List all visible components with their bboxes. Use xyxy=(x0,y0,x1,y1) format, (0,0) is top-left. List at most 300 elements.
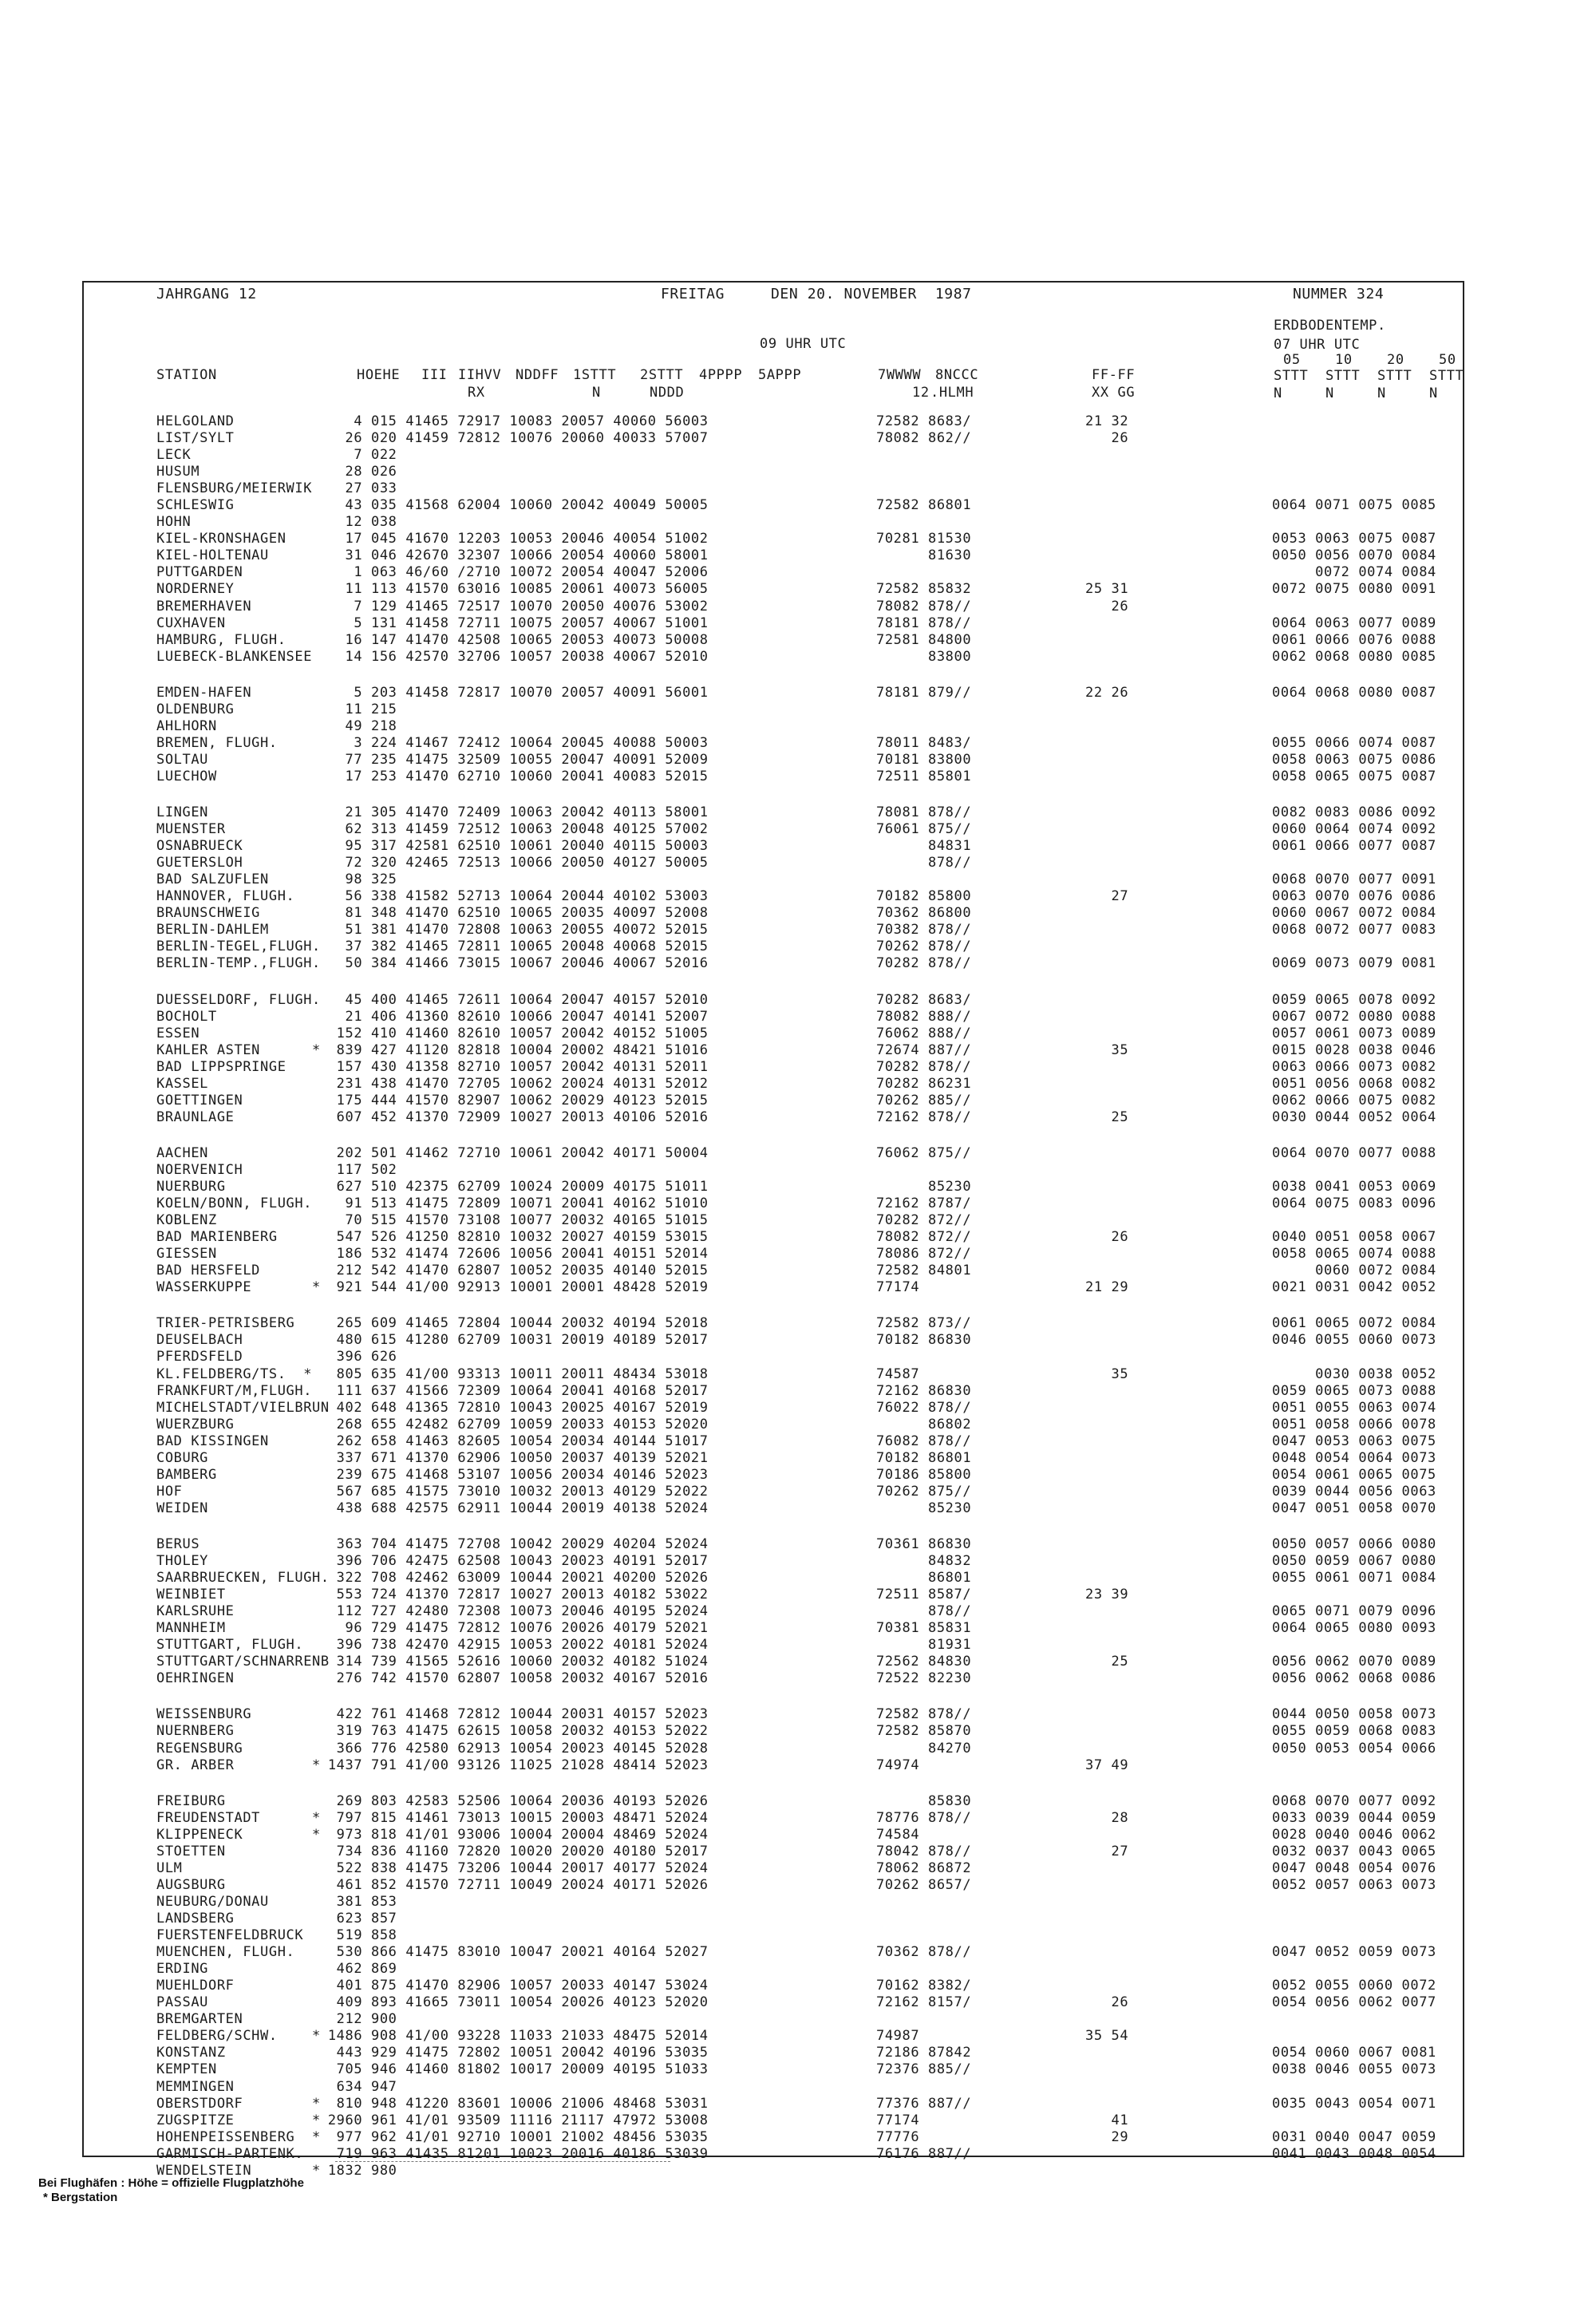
station-name: KOBLENZ xyxy=(156,1212,217,1228)
station-obs: 70362 878// xyxy=(876,1944,972,1960)
station-data: 157 430 41358 82710 10057 20042 40131 52011 xyxy=(319,1059,709,1075)
station-obs: 70181 83800 xyxy=(876,752,972,768)
station-wind: 25 31 xyxy=(1085,581,1129,597)
station-soil: 0052 0055 0060 0072 xyxy=(1272,1978,1436,1994)
col-1sttt-sub: N xyxy=(592,385,601,401)
station-soil: 0072 0074 0084 xyxy=(1272,564,1436,580)
station-name: BAD SALZUFLEN xyxy=(156,871,269,887)
station-data: 16 147 41470 42508 10065 20053 40073 50008 xyxy=(319,632,709,648)
station-obs: 78081 878// xyxy=(876,804,972,820)
station-data: 70 515 41570 73108 10077 20032 40165 51015 xyxy=(319,1212,709,1228)
station-soil: 0069 0073 0079 0081 xyxy=(1272,955,1436,971)
col-7wwww: 7WWWW xyxy=(878,367,922,383)
station-soil: 0060 0072 0084 xyxy=(1272,1263,1436,1278)
station-obs: 85230 xyxy=(876,1500,972,1516)
station-data: 462 869 xyxy=(319,1961,397,1977)
station-data: 91 513 41475 72809 10071 20041 40162 51010 xyxy=(319,1195,709,1211)
station-name: WEINBIET xyxy=(156,1587,226,1603)
station-name: BRAUNSCHWEIG xyxy=(156,905,261,921)
station-obs: 70282 86231 xyxy=(876,1076,972,1092)
station-soil: 0047 0052 0059 0073 xyxy=(1272,1944,1436,1960)
station-obs: 77174 xyxy=(876,1279,920,1295)
station-soil: 0035 0043 0054 0071 xyxy=(1272,2096,1436,2112)
station-name: WEIDEN xyxy=(156,1500,209,1516)
station-data: 1 063 46/60 /2710 10072 20054 40047 52006 xyxy=(319,564,709,580)
station-data: 17 045 41670 12203 10053 20046 40054 51002 xyxy=(319,531,709,547)
station-soil: 0058 0065 0075 0087 xyxy=(1272,769,1436,784)
station-name: NUERBURG xyxy=(156,1179,226,1195)
station-name: HAMBURG, FLUGH. xyxy=(156,632,286,648)
station-data: 319 763 41475 62615 10058 20032 40153 52022 xyxy=(319,1723,709,1739)
station-name: STUTTGART, FLUGH. xyxy=(156,1637,304,1653)
station-name: BRAUNLAGE xyxy=(156,1109,235,1125)
station-name: KLIPPENECK * xyxy=(156,1827,321,1843)
station-data: 396 626 xyxy=(319,1349,397,1365)
station-soil: 0068 0072 0077 0083 xyxy=(1272,922,1436,938)
col-iii: III xyxy=(421,367,448,383)
station-name: AHLHORN xyxy=(156,718,217,734)
station-name: FREIBURG xyxy=(156,1793,226,1809)
station-data: 11 215 xyxy=(319,701,397,717)
station-soil: 0060 0067 0072 0084 xyxy=(1272,905,1436,921)
station-obs: 77776 xyxy=(876,2129,920,2145)
station-name: BERLIN-TEGEL,FLUGH. xyxy=(156,939,321,954)
station-obs: 878// xyxy=(876,855,972,871)
station-soil: 0065 0071 0079 0096 xyxy=(1272,1603,1436,1619)
station-soil: 0032 0037 0043 0065 xyxy=(1272,1844,1436,1859)
station-name: KARLSRUHE xyxy=(156,1603,235,1619)
station-soil: 0021 0031 0042 0052 xyxy=(1272,1279,1436,1295)
station-name: OLDENBURG xyxy=(156,701,235,717)
station-soil: 0033 0039 0044 0059 xyxy=(1272,1810,1436,1826)
station-soil: 0038 0046 0055 0073 xyxy=(1272,2061,1436,2077)
station-soil: 0047 0048 0054 0076 xyxy=(1272,1860,1436,1876)
station-data: 268 655 42482 62709 10059 20033 40153 52020 xyxy=(319,1417,709,1433)
station-name: LINGEN xyxy=(156,804,209,820)
station-name: BAMBERG xyxy=(156,1467,217,1483)
station-data: 480 615 41280 62709 10031 20019 40189 52017 xyxy=(319,1332,709,1348)
station-name: OSNABRUECK xyxy=(156,838,243,854)
station-wind: 25 xyxy=(1085,1654,1129,1670)
station-data: 443 929 41475 72802 10051 20042 40196 53035 xyxy=(319,2045,709,2061)
station-wind: 41 xyxy=(1085,2112,1129,2128)
station-obs: 72186 87842 xyxy=(876,2045,972,2061)
station-name: MICHELSTADT/VIELBRUN xyxy=(156,1400,330,1416)
station-obs: 78082 862// xyxy=(876,430,972,446)
station-obs: 70282 8683/ xyxy=(876,992,972,1008)
station-data: 366 776 42580 62913 10054 20023 40145 52028 xyxy=(319,1741,709,1757)
station-data: 112 727 42480 72308 10073 20046 40195 52024 xyxy=(319,1603,709,1619)
station-name: AUGSBURG xyxy=(156,1877,226,1893)
station-data: 3 224 41467 72412 10064 20045 40088 50003 xyxy=(319,735,709,751)
station-data: 56 338 41582 52713 10064 20044 40102 53003 xyxy=(319,888,709,904)
station-data: 72 320 42465 72513 10066 20050 40127 50005 xyxy=(319,855,709,871)
col-5appp: 5APPP xyxy=(758,367,802,383)
station-data: 607 452 41370 72909 10027 20013 40106 52016 xyxy=(319,1109,709,1125)
station-wind: 27 xyxy=(1085,1844,1129,1859)
station-obs: 85230 xyxy=(876,1179,972,1195)
station-obs: 77174 xyxy=(876,2112,920,2128)
station-soil: 0059 0065 0078 0092 xyxy=(1272,992,1436,1008)
station-soil: 0064 0070 0077 0088 xyxy=(1272,1145,1436,1161)
station-name: REGENSBURG xyxy=(156,1741,243,1757)
station-name: KASSEL xyxy=(156,1076,209,1092)
station-data: 276 742 41570 62807 10058 20032 40167 52016 xyxy=(319,1670,709,1686)
station-data: 623 857 xyxy=(319,1911,397,1927)
station-soil: 0058 0063 0075 0086 xyxy=(1272,752,1436,768)
station-name: KIEL-KRONSHAGEN xyxy=(156,531,286,547)
station-soil: 0050 0057 0066 0080 xyxy=(1272,1536,1436,1552)
station-name: DEUSELBACH xyxy=(156,1332,243,1348)
station-obs: 85830 xyxy=(876,1793,972,1809)
station-soil: 0064 0063 0077 0089 xyxy=(1272,615,1436,631)
station-data: 973 818 41/01 93006 10004 20004 48469 52024 xyxy=(319,1827,709,1843)
station-soil: 0030 0038 0052 xyxy=(1272,1366,1436,1382)
station-name: MUEHLDORF xyxy=(156,1978,235,1994)
station-name: HUSUM xyxy=(156,464,200,480)
station-obs: 70262 878// xyxy=(876,939,972,954)
station-data: 567 685 41575 73010 10032 20013 40129 52022 xyxy=(319,1484,709,1500)
footnote-airports: Bei Flughäfen : Höhe = offizielle Flugplatzhöhe xyxy=(38,2176,304,2190)
station-name: PASSAU xyxy=(156,1994,209,2010)
station-name: BAD MARIENBERG xyxy=(156,1229,278,1245)
station-soil: 0047 0053 0063 0075 xyxy=(1272,1433,1436,1449)
station-soil: 0054 0061 0065 0075 xyxy=(1272,1467,1436,1483)
station-data: 547 526 41250 82810 10032 20027 40159 53015 xyxy=(319,1229,709,1245)
station-soil: 0064 0065 0080 0093 xyxy=(1272,1620,1436,1636)
station-name: NEUBURG/DONAU xyxy=(156,1894,269,1910)
station-data: 26 020 41459 72812 10076 20060 40033 57007 xyxy=(319,430,709,446)
station-obs: 76062 875// xyxy=(876,1145,972,1161)
station-obs: 70262 8657/ xyxy=(876,1877,972,1893)
station-name: FELDBERG/SCHW. * xyxy=(156,2028,321,2044)
station-wind: 26 xyxy=(1085,1229,1129,1245)
station-soil: 0060 0064 0074 0092 xyxy=(1272,821,1436,837)
station-wind: 35 xyxy=(1085,1366,1129,1382)
station-name: OBERSTDORF * xyxy=(156,2096,321,2112)
station-soil: 0064 0068 0080 0087 xyxy=(1272,685,1436,701)
station-name: FREUDENSTADT * xyxy=(156,1810,321,1826)
footnote-mountain: * Bergstation xyxy=(43,2191,118,2204)
station-data: 409 893 41665 73011 10054 20026 40123 52020 xyxy=(319,1994,709,2010)
station-soil: 0046 0055 0060 0073 xyxy=(1272,1332,1436,1348)
station-soil: 0055 0059 0068 0083 xyxy=(1272,1723,1436,1739)
station-obs: 78082 878// xyxy=(876,599,972,615)
station-name: EMDEN-HAFEN xyxy=(156,685,252,701)
station-data: 37 382 41465 72811 10065 20048 40068 52015 xyxy=(319,939,709,954)
station-obs: 74987 xyxy=(876,2028,920,2044)
station-name: FUERSTENFELDBRUCK xyxy=(156,1927,304,1943)
station-soil: 0054 0060 0067 0081 xyxy=(1272,2045,1436,2061)
station-name: BREMERHAVEN xyxy=(156,599,252,615)
station-soil: 0041 0043 0048 0054 xyxy=(1272,2146,1436,2162)
jahrgang-label: JAHRGANG 12 xyxy=(156,286,257,302)
station-soil: 0050 0053 0054 0066 xyxy=(1272,1741,1436,1757)
station-soil: 0056 0062 0070 0089 xyxy=(1272,1654,1436,1670)
station-soil: 0082 0083 0086 0092 xyxy=(1272,804,1436,820)
station-name: ESSEN xyxy=(156,1026,200,1041)
station-name: BAD LIPPSPRINGE xyxy=(156,1059,286,1075)
station-name: BERUS xyxy=(156,1536,200,1552)
station-obs: 78062 86872 xyxy=(876,1860,972,1876)
station-data: 5 131 41458 72711 10075 20057 40067 51001 xyxy=(319,615,709,631)
station-soil: 0052 0057 0063 0073 xyxy=(1272,1877,1436,1893)
station-data: 921 544 41/00 92913 10001 20001 48428 52019 xyxy=(319,1279,709,1295)
station-data: 7 129 41465 72517 10070 20050 40076 53002 xyxy=(319,599,709,615)
station-obs: 74584 xyxy=(876,1827,920,1843)
station-soil: 0068 0070 0077 0092 xyxy=(1272,1793,1436,1809)
issue-number: NUMMER 324 xyxy=(1293,286,1385,302)
station-obs: 78042 878// xyxy=(876,1844,972,1859)
station-obs: 86801 xyxy=(876,1570,972,1586)
station-data: 11 113 41570 63016 10085 20061 40073 56005 xyxy=(319,581,709,597)
station-data: 231 438 41470 72705 10062 20024 40131 52012 xyxy=(319,1076,709,1092)
soil-temp-title: ERDBODENTEMP. xyxy=(1274,318,1386,334)
station-data: 4 015 41465 72917 10083 20057 40060 56003 xyxy=(319,413,709,429)
station-obs: 76062 888// xyxy=(876,1026,972,1041)
station-data: 401 875 41470 82906 10057 20033 40147 53024 xyxy=(319,1978,709,1994)
station-soil: 0015 0028 0038 0046 xyxy=(1272,1042,1436,1058)
station-name: BREMGARTEN xyxy=(156,2011,243,2027)
station-soil: 0048 0054 0064 0073 xyxy=(1272,1450,1436,1466)
station-wind: 35 54 xyxy=(1085,2028,1129,2044)
station-data: 719 963 41435 81201 10023 20016 40186 53039 xyxy=(319,2146,709,2162)
station-wind: 35 xyxy=(1085,1042,1129,1058)
station-data: 21 305 41470 72409 10063 20042 40113 58001 xyxy=(319,804,709,820)
station-name: WASSERKUPPE * xyxy=(156,1279,321,1295)
col-iihvv: IIHVV xyxy=(458,367,502,383)
station-name: WEISSENBURG xyxy=(156,1706,252,1722)
station-obs: 78082 872// xyxy=(876,1229,972,1245)
station-obs: 70282 878// xyxy=(876,1059,972,1075)
station-obs: 76176 887// xyxy=(876,2146,972,2162)
station-obs: 72511 85801 xyxy=(876,769,972,784)
station-obs: 84831 xyxy=(876,838,972,854)
station-name: PFERDSFELD xyxy=(156,1349,243,1365)
station-obs: 70162 8382/ xyxy=(876,1978,972,1994)
station-name: GARMISCH-PARTENK. xyxy=(156,2146,304,2162)
station-name: BAD KISSINGEN xyxy=(156,1433,269,1449)
station-obs: 70262 885// xyxy=(876,1093,972,1109)
station-wind: 26 xyxy=(1085,430,1129,446)
station-name: NORDERNEY xyxy=(156,581,235,597)
station-wind: 27 xyxy=(1085,888,1129,904)
station-name: LUEBECK-BLANKENSEE xyxy=(156,649,313,665)
station-data: 175 444 41570 82907 10062 20029 40123 52015 xyxy=(319,1093,709,1109)
station-data: 49 218 xyxy=(319,718,397,734)
station-data: 1486 908 41/00 93228 11033 21033 48475 52014 xyxy=(319,2028,709,2044)
station-obs: 81630 xyxy=(876,547,972,563)
station-data: 627 510 42375 62709 10024 20009 40175 51011 xyxy=(319,1179,709,1195)
station-data: 422 761 41468 72812 10044 20031 40157 52023 xyxy=(319,1706,709,1722)
station-data: 977 962 41/01 92710 10001 21002 48456 53035 xyxy=(319,2129,709,2145)
station-name: KOELN/BONN, FLUGH. xyxy=(156,1195,313,1211)
station-obs: 84270 xyxy=(876,1741,972,1757)
station-name: GOETTINGEN xyxy=(156,1093,243,1109)
station-soil: 0068 0070 0077 0091 xyxy=(1272,871,1436,887)
station-obs: 72582 84801 xyxy=(876,1263,972,1278)
station-obs: 78181 879// xyxy=(876,685,972,701)
station-obs: 72511 8587/ xyxy=(876,1587,972,1603)
station-name: GUETERSLOH xyxy=(156,855,243,871)
station-name: CUXHAVEN xyxy=(156,615,226,631)
col-hoehe: HOEHE xyxy=(357,367,401,383)
date-label: DEN 20. NOVEMBER 1987 xyxy=(771,286,972,302)
station-obs: 72162 86830 xyxy=(876,1383,972,1399)
soil-columns-sub: N N N N xyxy=(1274,385,1438,401)
station-name: FRANKFURT/M,FLUGH. xyxy=(156,1383,313,1399)
station-soil: 0031 0040 0047 0059 xyxy=(1272,2129,1436,2145)
station-name: SOLTAU xyxy=(156,752,209,768)
station-name: KONSTANZ xyxy=(156,2045,226,2061)
station-data: 7 022 xyxy=(319,447,397,463)
station-obs: 72581 84800 xyxy=(876,632,972,648)
station-soil: 0063 0066 0073 0082 xyxy=(1272,1059,1436,1075)
station-soil: 0028 0040 0046 0062 xyxy=(1272,1827,1436,1843)
station-soil: 0064 0071 0075 0085 xyxy=(1272,497,1436,513)
station-name: DUESSELDORF, FLUGH. xyxy=(156,992,321,1008)
station-obs: 70282 872// xyxy=(876,1212,972,1228)
col-8nccc: 8NCCC xyxy=(935,367,979,383)
station-data: 734 836 41160 72820 10020 20020 40180 52017 xyxy=(319,1844,709,1859)
station-soil: 0067 0072 0080 0088 xyxy=(1272,1009,1436,1025)
station-data: 212 900 xyxy=(319,2011,397,2027)
col-7wwww-sub: 12 xyxy=(912,385,930,401)
station-soil: 0064 0075 0083 0096 xyxy=(1272,1195,1436,1211)
station-wind: 29 xyxy=(1085,2129,1129,2145)
station-wind: 28 xyxy=(1085,1810,1129,1826)
station-data: 98 325 xyxy=(319,871,397,887)
station-wind: 26 xyxy=(1085,1994,1129,2010)
obs-time-label: 09 UHR UTC xyxy=(760,336,847,352)
station-name: BERLIN-TEMP.,FLUGH. xyxy=(156,955,321,971)
station-soil: 0039 0044 0056 0063 xyxy=(1272,1484,1436,1500)
station-name: WENDELSTEIN * xyxy=(156,2163,321,2179)
station-name: HOHENPEISSENBERG * xyxy=(156,2129,321,2145)
station-data: 152 410 41460 82610 10057 20042 40152 51005 xyxy=(319,1026,709,1041)
station-soil: 0062 0068 0080 0085 xyxy=(1272,649,1436,665)
station-name: BAD HERSFELD xyxy=(156,1263,261,1278)
table-frame xyxy=(82,281,1464,2157)
station-soil: 0050 0059 0067 0080 xyxy=(1272,1553,1436,1569)
station-name: ULM xyxy=(156,1860,183,1876)
station-data: 12 038 xyxy=(319,514,397,530)
station-soil: 0053 0063 0075 0087 xyxy=(1272,531,1436,547)
station-name: OEHRINGEN xyxy=(156,1670,235,1686)
station-obs: 72162 878// xyxy=(876,1109,972,1125)
station-data: 381 853 xyxy=(319,1894,397,1910)
station-data: 31 046 42670 32307 10066 20054 40060 58001 xyxy=(319,547,709,563)
station-data: 1832 980 xyxy=(319,2163,397,2179)
station-name: STUTTGART/SCHNARRENB xyxy=(156,1654,330,1670)
station-name: MANNHEIM xyxy=(156,1620,226,1636)
station-obs: 72522 82230 xyxy=(876,1670,972,1686)
station-name: BREMEN, FLUGH. xyxy=(156,735,278,751)
station-name: PUTTGARDEN xyxy=(156,564,243,580)
station-obs: 72376 885// xyxy=(876,2061,972,2077)
station-obs: 78181 878// xyxy=(876,615,972,631)
station-data: 202 501 41462 72710 10061 20042 40171 50004 xyxy=(319,1145,709,1161)
station-name: LUECHOW xyxy=(156,769,217,784)
station-data: 522 838 41475 73206 10044 20017 40177 52024 xyxy=(319,1860,709,1876)
station-data: 5 203 41458 72817 10070 20057 40091 56001 xyxy=(319,685,709,701)
station-data: 51 381 41470 72808 10063 20055 40072 52015 xyxy=(319,922,709,938)
station-obs: 72582 85832 xyxy=(876,581,972,597)
soil-columns: STTT STTT STTT STTT xyxy=(1274,368,1464,384)
station-data: 322 708 42462 63009 10044 20021 40200 52026 xyxy=(319,1570,709,1586)
station-name: NUERNBERG xyxy=(156,1723,235,1739)
station-obs: 76082 878// xyxy=(876,1433,972,1449)
station-data: 396 738 42470 42915 10053 20022 40181 52024 xyxy=(319,1637,709,1653)
station-data: 77 235 41475 32509 10055 20047 40091 52009 xyxy=(319,752,709,768)
station-obs: 70182 85800 xyxy=(876,888,972,904)
station-obs: 70282 878// xyxy=(876,955,972,971)
station-data: 262 658 41463 82605 10054 20034 40144 51017 xyxy=(319,1433,709,1449)
station-name: ZUGSPITZE * xyxy=(156,2112,321,2128)
station-obs: 81931 xyxy=(876,1637,972,1653)
station-soil: 0044 0050 0058 0073 xyxy=(1272,1706,1436,1722)
station-data: 81 348 41470 62510 10065 20035 40097 52008 xyxy=(319,905,709,921)
station-obs: 76061 875// xyxy=(876,821,972,837)
station-soil: 0055 0061 0071 0084 xyxy=(1272,1570,1436,1586)
station-soil: 0072 0075 0080 0091 xyxy=(1272,581,1436,597)
station-name: MUENCHEN, FLUGH. xyxy=(156,1944,295,1960)
station-soil: 0040 0051 0058 0067 xyxy=(1272,1229,1436,1245)
station-data: 634 947 xyxy=(319,2079,397,2095)
station-data: 27 033 xyxy=(319,480,397,496)
col-4pppp: 4PPPP xyxy=(699,367,743,383)
station-soil: 0057 0061 0073 0089 xyxy=(1272,1026,1436,1041)
station-obs: 84832 xyxy=(876,1553,972,1569)
col-8nccc-sub: .HLMH xyxy=(930,385,974,401)
station-soil: 0055 0066 0074 0087 xyxy=(1272,735,1436,751)
station-name: GR. ARBER * xyxy=(156,1757,321,1773)
station-name: LECK xyxy=(156,447,192,463)
station-data: 239 675 41468 53107 10056 20034 40146 52023 xyxy=(319,1467,709,1483)
col-ff: FF-FF xyxy=(1092,367,1136,383)
station-wind: 21 29 xyxy=(1085,1279,1129,1295)
station-obs: 70361 86830 xyxy=(876,1536,972,1552)
station-data: 337 671 41370 62906 10050 20037 40139 52021 xyxy=(319,1450,709,1466)
col-2sttt-sub: NDDD xyxy=(650,385,685,401)
station-data: 21 406 41360 82610 10066 20047 40141 52007 xyxy=(319,1009,709,1025)
station-obs: 70182 86830 xyxy=(876,1332,972,1348)
station-data: 805 635 41/00 93313 10011 20011 48434 53018 xyxy=(319,1366,709,1382)
station-data: 810 948 41220 83601 10006 21006 48468 53031 xyxy=(319,2096,709,2112)
station-name: MUENSTER xyxy=(156,821,226,837)
station-wind: 22 26 xyxy=(1085,685,1129,701)
station-data: 95 317 42581 62510 10061 20040 40115 50003 xyxy=(319,838,709,854)
station-obs: 74587 xyxy=(876,1366,920,1382)
station-soil: 0062 0066 0075 0082 xyxy=(1272,1093,1436,1109)
station-soil: 0047 0051 0058 0070 xyxy=(1272,1500,1436,1516)
station-name: THOLEY xyxy=(156,1553,209,1569)
station-data: 269 803 42583 52506 10064 20036 40193 52026 xyxy=(319,1793,709,1809)
station-data: 265 609 41465 72804 10044 20032 40194 52018 xyxy=(319,1315,709,1331)
station-data: 839 427 41120 82818 10004 20002 48421 51016 xyxy=(319,1042,709,1058)
station-obs: 72562 84830 xyxy=(876,1654,972,1670)
col-station: STATION xyxy=(156,367,217,383)
station-name: SAARBRUECKEN, FLUGH. xyxy=(156,1570,330,1586)
station-name: HOF xyxy=(156,1484,183,1500)
bottom-rule xyxy=(335,2161,670,2162)
station-name: WUERZBURG xyxy=(156,1417,235,1433)
station-soil: 0061 0065 0072 0084 xyxy=(1272,1315,1436,1331)
station-name: STOETTEN xyxy=(156,1844,226,1859)
station-obs: 83800 xyxy=(876,649,972,665)
station-data: 438 688 42575 62911 10044 20019 40138 52024 xyxy=(319,1500,709,1516)
station-name: LIST/SYLT xyxy=(156,430,235,446)
